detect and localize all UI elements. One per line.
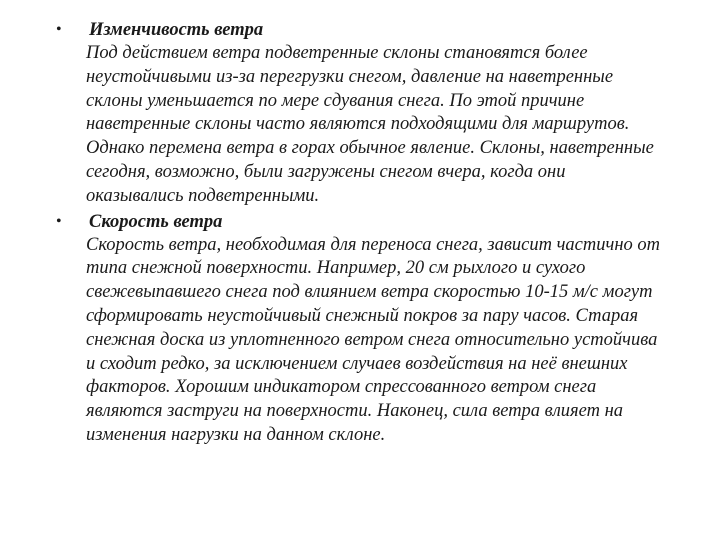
bullet-icon: •	[56, 21, 62, 38]
section-wind-variability	[56, 18, 666, 209]
section-heading	[56, 210, 666, 234]
section-heading	[56, 18, 666, 42]
bullet-list	[56, 18, 666, 448]
bullet-icon: •	[56, 212, 62, 230]
section-wind-speed	[56, 210, 666, 448]
section-body: Под действием ветра подветренные склоны становятся более неустойчивыми из-за перегрузки снегом, давление на наветренные склоны уменьшается по мере сдувания снега. По этой причине наветренные склоны часто являются подходящими для маршрутов. Однако перемена ветра в горах обычное явление. Склоны, наветренные сегодня, возможно, были загружены снегом вчера, когда они оказывались подветренными.	[86, 43, 654, 206]
section-body: Скорость ветра, необходимая для переноса снега, зависит частично от типа снежной поверхности. Например, 20 см рыхлого и сухого свежевыпавшего снега под влиянием ветра скоростью 10-15 м/с могут сформировать неустойчивый снежный покров за пару часов. Старая снежная доска из уплотненного ветром снега относительно устойчива и сходит редко, за исключением случаев воздействия на неё внешних факторов. Хорошим индикатором спрессованного ветром снега являются заструги на поверхности. Наконец, сила ветра влияет на изменения нагрузки на данном склоне.	[86, 234, 660, 445]
section-title: Скорость ветра	[89, 211, 223, 232]
section-title: Изменчивость ветра	[89, 20, 264, 40]
